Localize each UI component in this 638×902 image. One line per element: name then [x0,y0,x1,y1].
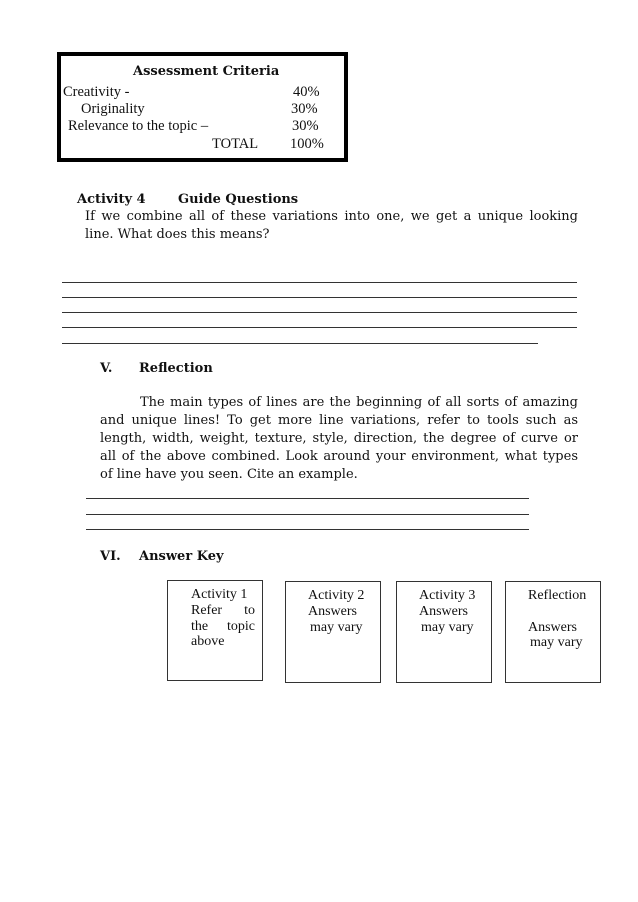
answer-key-heading: Answer Key [139,549,224,564]
answer-key-text: Refer to [191,603,255,618]
criteria-label-creativity: Creativity - [63,84,130,100]
answer-key-text: Answers [528,620,577,635]
answer-key-text: Answers [419,604,468,619]
reflection-body: The main types of lines are the beginning of all sorts of amazing and unique lines! To get more line variations, refer to tools such as length, width, weight, texture, style, direction, the degree of curve or all of the above combined. Look around your environment, what types of line have you seen. Cite an example. [100,395,578,482]
answer-key-text: may vary [530,635,583,650]
answer-line [62,297,577,298]
answer-line [86,514,529,515]
criteria-label-originality: Originality [81,101,145,117]
answer-line [62,343,538,344]
criteria-label-total: TOTAL [212,136,259,152]
criteria-value-relevance: 30% [292,118,319,134]
activity4-question: If we combine all of these variations into one, we get a unique looking line. What does this means? [85,209,578,242]
assessment-criteria-title: Assessment Criteria [133,64,280,79]
activity4-label: Activity 4 [77,192,146,207]
criteria-value-originality: 30% [291,101,318,117]
answer-key-numeral: VI. [100,549,121,564]
answer-line [62,282,577,283]
answer-key-text: Answers [308,604,357,619]
criteria-value-total: 100% [290,136,324,152]
criteria-label-relevance: Relevance to the topic – [68,118,209,134]
answer-key-text: Reflection [528,588,587,603]
answer-key-text: Activity 2 [308,588,365,603]
criteria-value-creativity: 40% [293,84,320,100]
answer-key-text: above [191,634,225,649]
answer-key-text: Activity 3 [419,588,476,603]
answer-key-text: the topic [191,619,255,634]
answer-key-text: may vary [421,620,474,635]
answer-line [86,498,529,499]
answer-line [62,327,577,328]
reflection-heading: Reflection [139,361,213,376]
activity4-heading: Guide Questions [178,192,299,207]
answer-line [62,312,577,313]
reflection-numeral: V. [100,361,113,376]
answer-key-text: Activity 1 [191,587,248,602]
answer-line [86,529,529,530]
answer-key-text: may vary [310,620,363,635]
